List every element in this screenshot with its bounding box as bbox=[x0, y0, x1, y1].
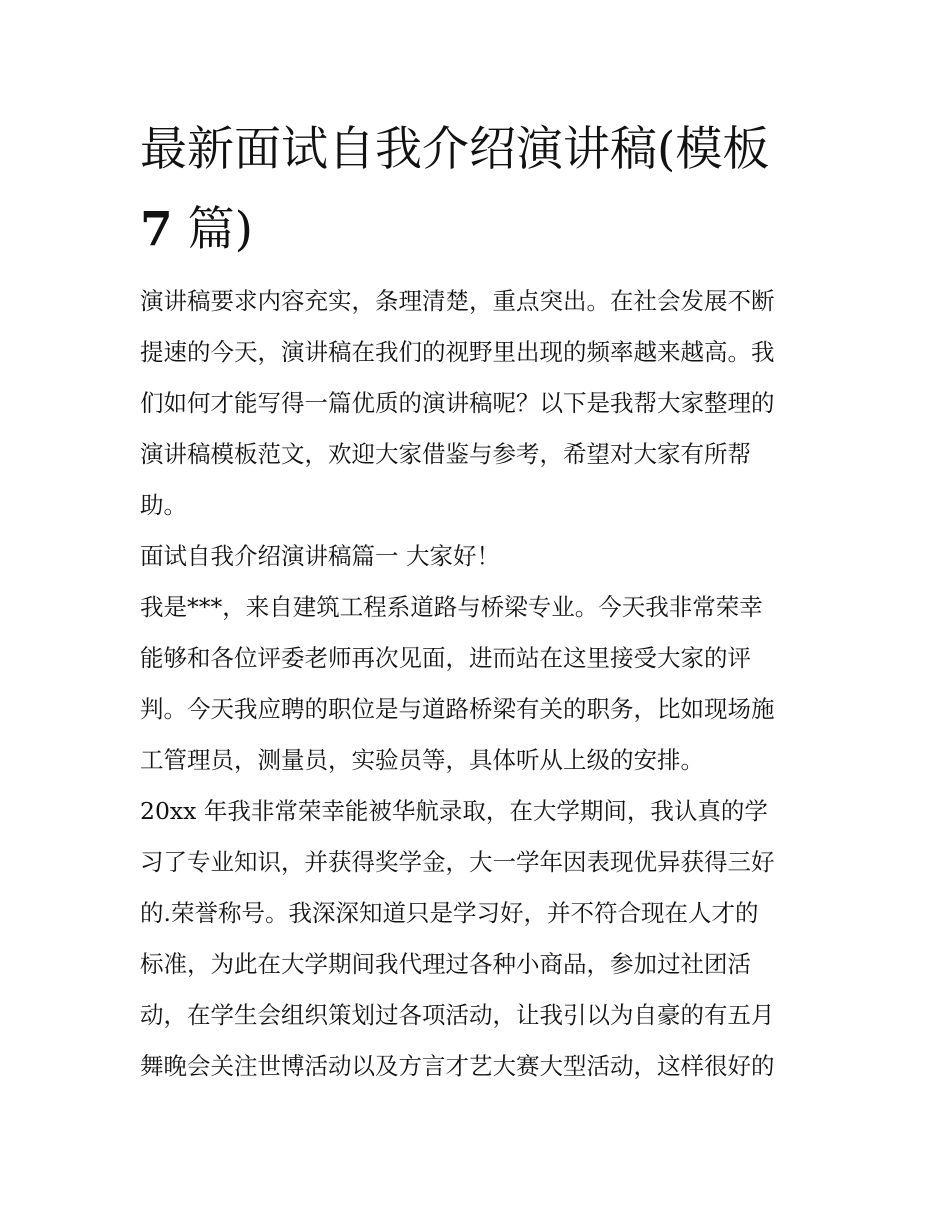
body-line: 习了专业知识，并获得奖学金，大一学年因表现优异获得三好 bbox=[140, 848, 775, 876]
body-line: 能够和各位评委老师再次见面，进而站在这里接受大家的评 bbox=[140, 644, 751, 672]
body-line: 20xx 年我非常荣幸能被华航录取，在大学期间，我认真的学 bbox=[140, 797, 768, 825]
title-number: 7 bbox=[140, 202, 173, 257]
title-line-1: 最新面试自我介绍演讲稿(模板 bbox=[140, 122, 770, 177]
body-line: 标准，为此在大学期间我代理过各种小商品，参加过社团活 bbox=[140, 950, 751, 978]
section-heading: 面试自我介绍演讲稿篇一 大家好！ bbox=[140, 542, 500, 570]
body-line: 我是***，来自建筑工程系道路与桥梁专业。今天我非常荣幸 bbox=[140, 593, 763, 621]
title-line-2: 篇) bbox=[187, 202, 253, 257]
body-line: 舞晚会关注世博活动以及方言才艺大赛大型活动，这样很好的 bbox=[140, 1052, 775, 1080]
body-line: 助。 bbox=[140, 491, 187, 519]
body-line: 演讲稿模板范文，欢迎大家借鉴与参考，希望对大家有所帮 bbox=[140, 440, 751, 468]
body-line: 们如何才能写得一篇优质的演讲稿呢？以下是我帮大家整理的 bbox=[140, 389, 775, 417]
document-body bbox=[140, 276, 820, 1092]
body-line: 提速的今天，演讲稿在我们的视野里出现的频率越来越高。我 bbox=[140, 338, 775, 366]
body-line: 动，在学生会组织策划过各项活动，让我引以为自豪的有五月 bbox=[140, 1001, 775, 1029]
document-title bbox=[140, 110, 830, 270]
body-line: 判。今天我应聘的职位是与道路桥梁有关的职务，比如现场施 bbox=[140, 695, 775, 723]
body-line: 的.荣誉称号。我深深知道只是学习好，并不符合现在人才的 bbox=[140, 899, 759, 927]
body-line: 工管理员，测量员，实验员等，具体听从上级的安排。 bbox=[140, 746, 704, 774]
body-line: 演讲稿要求内容充实，条理清楚，重点突出。在社会发展不断 bbox=[140, 287, 775, 315]
